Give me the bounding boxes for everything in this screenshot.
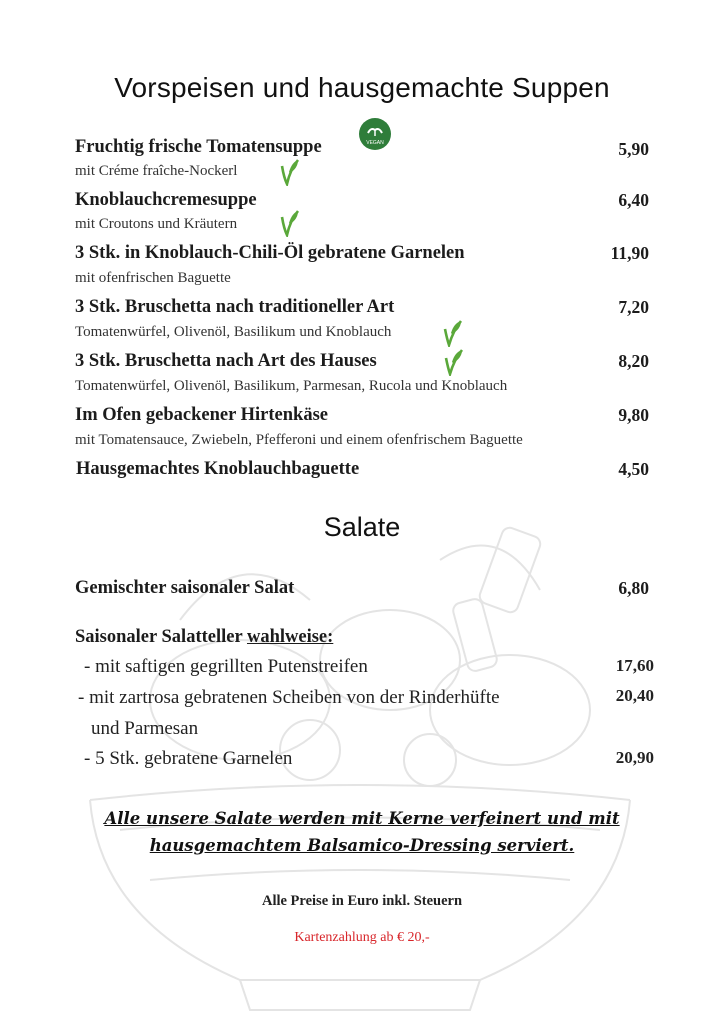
option-price: 17,60 bbox=[615, 656, 654, 675]
item-price: 5,90 bbox=[618, 139, 649, 159]
salad-option: - mit saftigen gegrillten Putenstreifen bbox=[84, 656, 368, 677]
option-price: 20,40 bbox=[615, 686, 654, 705]
salads-heading: Salate bbox=[323, 512, 401, 542]
item-description: Tomatenwürfel, Olivenöl, Basilikum und Knoblauch bbox=[75, 324, 392, 340]
item-name: Saisonaler Salatteller bbox=[75, 627, 243, 647]
item-name: Gemischter saisonaler Salat bbox=[75, 578, 295, 598]
option-price: 20,90 bbox=[615, 748, 654, 767]
leaf-icon bbox=[276, 156, 300, 186]
salad-option: - 5 Stk. gebratene Garnelen bbox=[84, 748, 293, 769]
prices-note: Alle Preise in Euro inkl. Steuern bbox=[261, 893, 463, 909]
item-price: 4,50 bbox=[618, 459, 649, 479]
salad-option-continued: und Parmesan bbox=[91, 718, 199, 739]
item-name: 3 Stk. Bruschetta nach traditioneller Art bbox=[75, 297, 395, 317]
salad-option: - mit zartrosa gebratenen Scheiben von der Rinderhüfte bbox=[78, 687, 500, 708]
item-description: mit Créme fraîche-Nockerl bbox=[75, 163, 238, 179]
item-name: 3 Stk. Bruschetta nach Art des Hauses bbox=[75, 351, 377, 371]
salad-note-line2: hausgemachtem Balsamico-Dressing serviert. bbox=[149, 836, 575, 855]
vegan-badge-icon bbox=[359, 118, 391, 150]
item-price: 6,40 bbox=[618, 190, 649, 210]
item-price: 11,90 bbox=[610, 243, 649, 263]
salad-plate-title bbox=[75, 627, 333, 648]
item-price: 9,80 bbox=[618, 405, 649, 425]
item-description: mit Tomatensauce, Zwiebeln, Pfefferoni und einem ofenfrischem Baguette bbox=[75, 432, 523, 448]
item-name: Knoblauchcremesuppe bbox=[75, 190, 257, 210]
choice-label: wahlweise: bbox=[246, 627, 334, 647]
item-price: 8,20 bbox=[618, 351, 649, 371]
leaf-icon bbox=[439, 317, 463, 347]
item-price: 7,20 bbox=[618, 297, 649, 317]
vegan-badge-text: VEGAN bbox=[366, 140, 384, 146]
item-description: Tomatenwürfel, Olivenöl, Basilikum, Parmesan, Rucola und Knoblauch bbox=[75, 378, 508, 394]
starters-heading: Vorspeisen und hausgemachte Suppen bbox=[114, 72, 610, 103]
item-name: 3 Stk. in Knoblauch-Chili-Öl gebratene Garnelen bbox=[75, 243, 465, 263]
item-price: 6,80 bbox=[618, 578, 649, 598]
leaf-icon bbox=[440, 346, 464, 376]
leaf-icon bbox=[276, 207, 300, 237]
card-payment-note: Kartenzahlung ab € 20,- bbox=[294, 930, 430, 945]
salad-note-line1: Alle unsere Salate werden mit Kerne verfeinert und mit bbox=[104, 809, 620, 828]
item-description: mit ofenfrischen Baguette bbox=[75, 270, 231, 286]
item-description: mit Croutons und Kräutern bbox=[75, 216, 238, 232]
item-name: Fruchtig frische Tomatensuppe bbox=[75, 137, 322, 157]
item-name: Im Ofen gebackener Hirtenkäse bbox=[75, 405, 328, 425]
item-name: Hausgemachtes Knoblauchbaguette bbox=[76, 459, 360, 479]
